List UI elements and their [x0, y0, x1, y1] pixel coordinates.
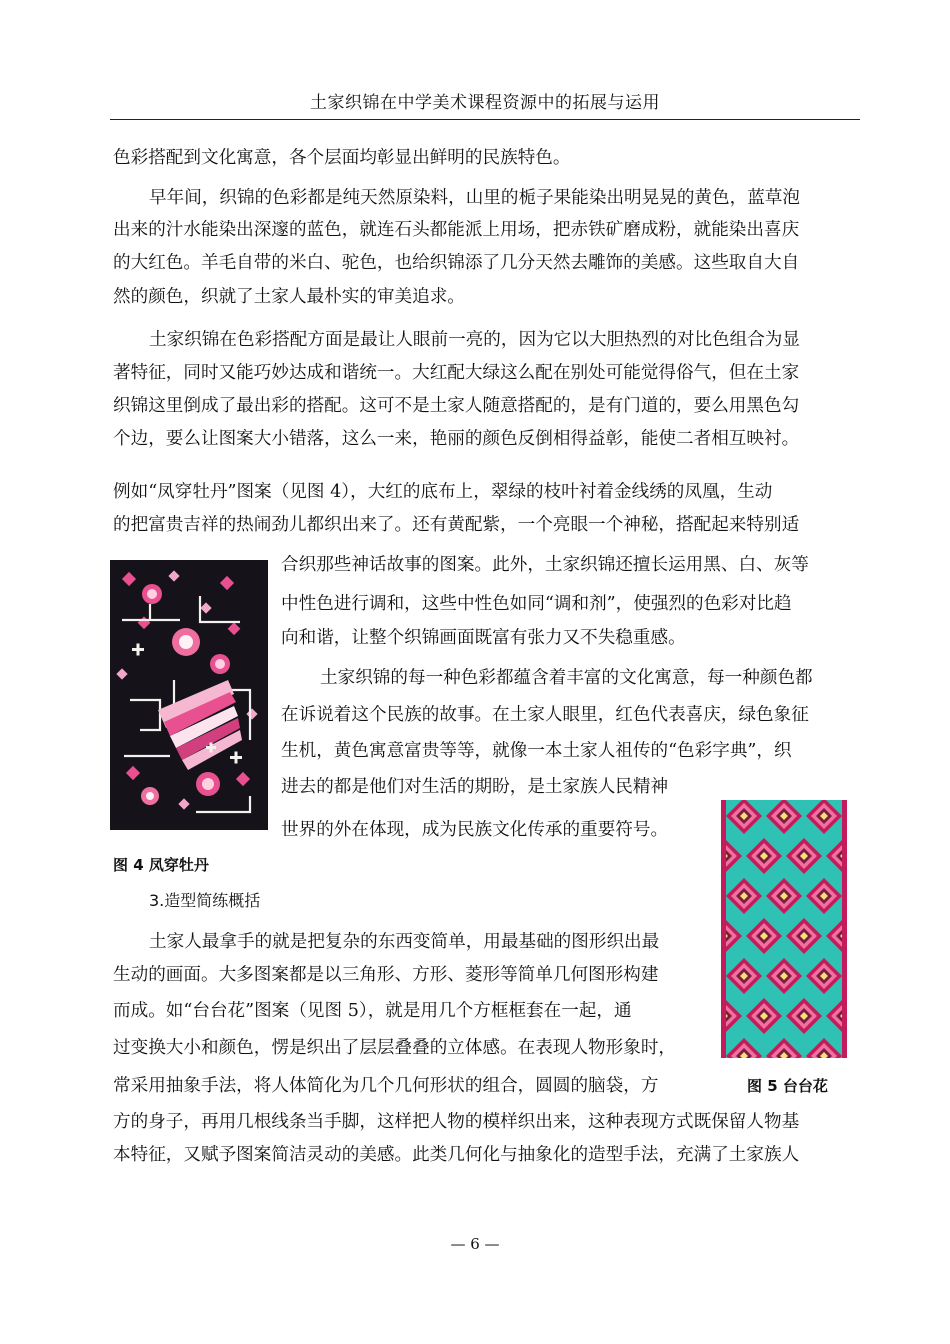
body-line: 的把富贵吉祥的热闹劲儿都织出来了。还有黄配紫，一个亮眼一个神秘，搭配起来特别适 — [113, 515, 800, 535]
body-line: 色彩搭配到文化寓意，各个层面均彰显出鲜明的民族特色。 — [113, 148, 571, 168]
body-line: 世界的外在体现，成为民族文化传承的重要符号。 — [281, 820, 669, 840]
body-line: 例如“凤穿牡丹”图案（见图 4），大红的底布上，翠绿的枝叶衬着金线绣的凤凰，生动 — [113, 482, 773, 502]
figure-5-caption: 图 5 台台花 — [747, 1077, 828, 1095]
body-line: 方的身子，再用几根线条当手脚，这样把人物的模样织出来，这种表现方式既保留人物基 — [113, 1112, 800, 1132]
body-line: 织锦这里倒成了最出彩的搭配。这可不是土家人随意搭配的，是有门道的，要么用黑色勾 — [113, 396, 800, 416]
body-line: 过变换大小和颜色，愣是织出了层层叠叠的立体感。在表现人物形象时， — [113, 1038, 677, 1058]
body-line: 个边，要么让图案大小错落，这么一来，艳丽的颜色反倒相得益彰，能使二者相互映衬。 — [113, 429, 800, 449]
body-line: 著特征，同时又能巧妙达成和谐统一。大红配大绿这么配在别处可能觉得俗气，但在土家 — [113, 363, 800, 383]
running-header: 土家织锦在中学美术课程资源中的拓展与运用 — [310, 93, 660, 113]
figure-4-image — [110, 560, 268, 830]
phoenix-peony-brocade-image — [110, 560, 268, 830]
body-line: 然的颜色，织就了土家人最朴实的审美追求。 — [113, 287, 465, 307]
body-line: 在诉说着这个民族的故事。在土家人眼里，红色代表喜庆，绿色象征 — [281, 705, 809, 725]
page-number: — 6 — — [450, 1235, 500, 1253]
section-heading: 3.造型简练概括 — [149, 891, 261, 910]
body-line: 中性色进行调和，这些中性色如同“调和剂”，使强烈的色彩对比趋 — [281, 594, 792, 614]
body-line: 而成。如“台台花”图案（见图 5），就是用几个方框框套在一起，通 — [113, 1001, 632, 1021]
body-line: 本特征，又赋予图案简洁灵动的美感。此类几何化与抽象化的造型手法，充满了土家族人 — [113, 1145, 800, 1165]
body-line: 早年间，织锦的色彩都是纯天然原染料，山里的栀子果能染出明晃晃的黄色，蓝草泡 — [149, 188, 800, 208]
body-line: 土家人最拿手的就是把复杂的东西变简单，用最基础的图形织出最 — [149, 932, 660, 952]
figure-4-caption: 图 4 凤穿牡丹 — [113, 856, 209, 874]
header-rule — [110, 119, 860, 120]
body-line: 生机，黄色寓意富贵等等，就像一本土家人祖传的“色彩字典”，织 — [281, 741, 792, 761]
body-line: 生动的画面。大多图案都是以三角形、方形、菱形等简单几何图形构建 — [113, 965, 659, 985]
body-line: 的大红色。羊毛自带的米白、驼色，也给织锦添了几分天然去雕饰的美感。这些取自大自 — [113, 253, 800, 273]
body-line: 合织那些神话故事的图案。此外，土家织锦还擅长运用黑、白、灰等 — [281, 555, 809, 575]
taitai-flower-brocade-image — [721, 800, 847, 1058]
body-line: 土家织锦的每一种色彩都蕴含着丰富的文化寓意，每一种颜色都 — [320, 668, 813, 688]
body-line: 进去的都是他们对生活的期盼，是土家族人民精神 — [281, 777, 669, 797]
body-line: 常采用抽象手法，将人体简化为几个几何形状的组合，圆圆的脑袋，方 — [113, 1076, 659, 1096]
body-line: 土家织锦在色彩搭配方面是最让人眼前一亮的，因为它以大胆热烈的对比色组合为显 — [149, 330, 800, 350]
body-line: 出来的汁水能染出深邃的蓝色，就连石头都能派上用场，把赤铁矿磨成粉，就能染出喜庆 — [113, 220, 800, 240]
body-line: 向和谐，让整个织锦画面既富有张力又不失稳重感。 — [281, 628, 686, 648]
figure-5-image — [721, 800, 847, 1058]
